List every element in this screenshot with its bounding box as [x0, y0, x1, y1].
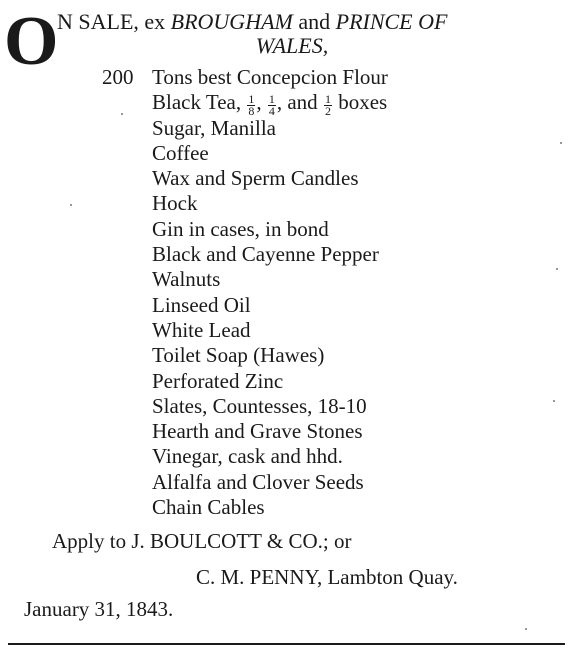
- fraction-eighth: $\frac{1}{8}$: [248, 91, 255, 118]
- print-speck: [121, 113, 123, 115]
- drop-cap-letter: O: [4, 3, 57, 80]
- print-speck: [556, 268, 558, 270]
- print-speck: [525, 628, 527, 630]
- goods-item: Slates, Countesses, 18-10: [152, 393, 367, 418]
- heading-line-1: [57, 9, 447, 35]
- goods-item-tea: [152, 90, 388, 118]
- fraction-separator: ,: [256, 90, 267, 115]
- goods-list: [152, 65, 388, 520]
- goods-item: Coffee: [152, 140, 209, 165]
- print-speck: [70, 204, 72, 206]
- goods-item: Vinegar, cask and hhd.: [152, 444, 343, 469]
- goods-item: Alfalfa and Clover Seeds: [152, 469, 364, 494]
- goods-item: Wax and Sperm Candles: [152, 166, 359, 191]
- goods-item: Toilet Soap (Hawes): [152, 343, 325, 368]
- agent-signature-line: C. M. PENNY, Lambton Quay.: [196, 565, 458, 589]
- ship-name-brougham: BROUGHAM: [170, 9, 293, 34]
- advert-date: January 31, 1843.: [24, 597, 174, 621]
- heading-and: and: [292, 9, 336, 34]
- fraction-quarter: $\frac{1}{4}$: [268, 91, 275, 118]
- goods-item: Tons best Concepcion Flour: [152, 65, 388, 89]
- print-speck: [560, 142, 562, 144]
- heading-prefix: N SALE, ex: [57, 9, 171, 34]
- goods-item: Hearth and Grave Stones: [152, 419, 363, 444]
- apply-to-line: Apply to J. BOULCOTT & CO.; or: [52, 529, 352, 553]
- goods-item: Sugar, Manilla: [152, 115, 276, 140]
- goods-item: Walnuts: [152, 267, 221, 292]
- ship-name-prince-of-wales-part2: WALES,: [255, 33, 329, 58]
- bottom-divider-rule: [8, 643, 565, 645]
- goods-item: Perforated Zinc: [152, 368, 284, 393]
- ship-name-prince-of-wales-part1: PRINCE OF: [335, 9, 448, 34]
- print-speck: [553, 400, 555, 402]
- goods-item: Chain Cables: [152, 495, 265, 520]
- fraction-half: $\frac{1}{2}$: [324, 91, 331, 118]
- fraction-separator-and: , and: [276, 90, 323, 115]
- tea-boxes-suffix: boxes: [332, 90, 388, 115]
- goods-item: White Lead: [152, 317, 251, 342]
- goods-item: Gin in cases, in bond: [152, 216, 329, 241]
- goods-item: Linseed Oil: [152, 292, 251, 317]
- goods-item: Hock: [152, 191, 198, 216]
- tea-label: Black Tea,: [152, 90, 242, 115]
- flour-quantity: 200: [102, 65, 134, 89]
- goods-item: Black and Cayenne Pepper: [152, 242, 379, 267]
